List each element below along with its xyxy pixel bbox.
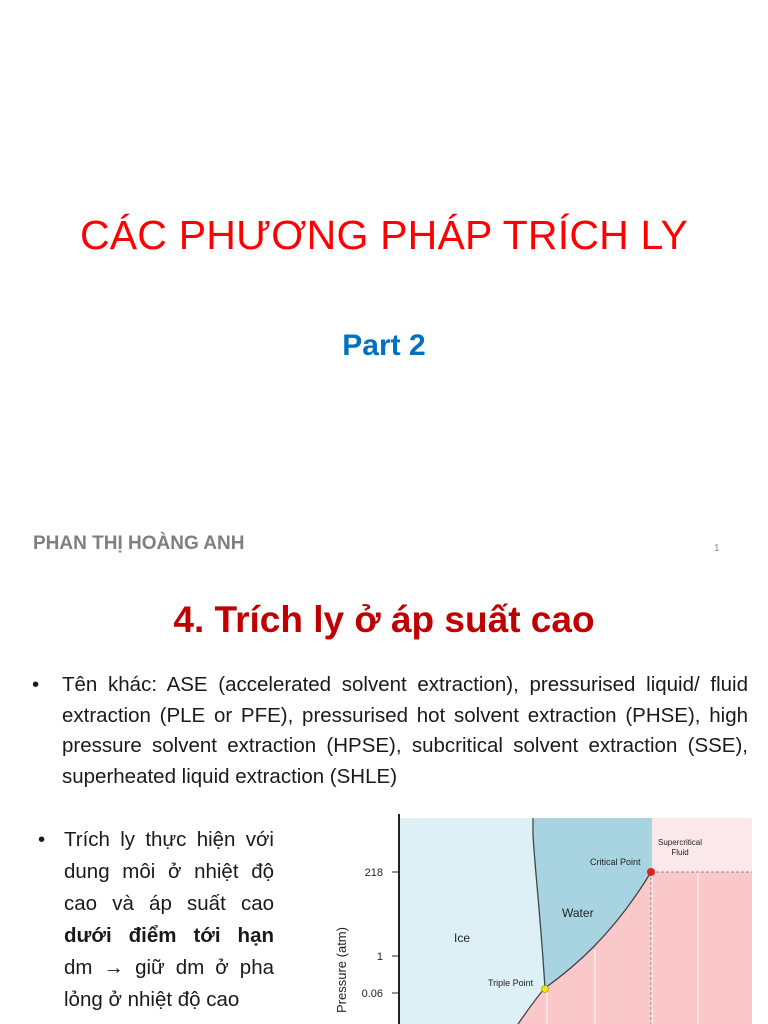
critical-point-marker <box>647 868 655 876</box>
critical-point-label: Critical Point <box>590 857 641 867</box>
page-number: 1 <box>714 543 720 554</box>
triple-point-marker <box>542 986 549 993</box>
bullet-other-names <box>32 670 748 792</box>
bullet-text-part: dm <box>64 956 104 979</box>
bullet-text-part: Trích ly thực hiện với dung môi ở nhiệt độ cao và áp suất cao <box>64 828 274 915</box>
ice-label: Ice <box>454 931 471 945</box>
bullet-text: Tên khác: ASE (accelerated solvent extraction), pressurised liquid/ fluid extraction (PLE or PFE), pressurised hot solvent extraction (PHSE), high pressure solvent extraction (HPSE), subcritical solvent extraction (SSE), superheated liquid extraction (SHLE) <box>62 673 748 788</box>
arrow-icon: → <box>103 956 125 979</box>
y-tick-label: 218 <box>364 867 383 879</box>
bullet-text-bold: dưới điểm tới hạn <box>64 924 274 947</box>
slide-heading: 4. Trích ly ở áp suất cao <box>173 599 595 640</box>
water-label: Water <box>562 906 594 920</box>
bullet-description <box>38 824 274 1016</box>
bullet-text <box>64 824 274 1016</box>
phase-diagram <box>328 810 752 1024</box>
slide-title: CÁC PHƯƠNG PHÁP TRÍCH LY <box>79 212 689 258</box>
bullet-icon: • <box>32 673 40 696</box>
triple-point-label: Triple Point <box>488 978 534 988</box>
author-name: PHAN THỊ HOÀNG ANH <box>33 533 245 554</box>
supercritical-label: Supercritical <box>657 838 703 847</box>
slide-subtitle: Part 2 <box>342 329 426 362</box>
bullet-text-part: giữ dm ở pha lỏng ở nhiệt độ cao <box>64 956 274 1011</box>
y-axis-label: Pressure (atm) <box>334 927 349 1013</box>
supercritical-label: Fluid <box>671 848 689 857</box>
y-tick-label: 1 <box>376 951 383 963</box>
phase-diagram-svg <box>328 810 752 1024</box>
bullet-icon: • <box>38 828 46 851</box>
content-slide <box>0 576 768 1024</box>
y-tick-label: 0.06 <box>361 988 383 1000</box>
vapor-supercritical-region <box>652 872 752 1024</box>
